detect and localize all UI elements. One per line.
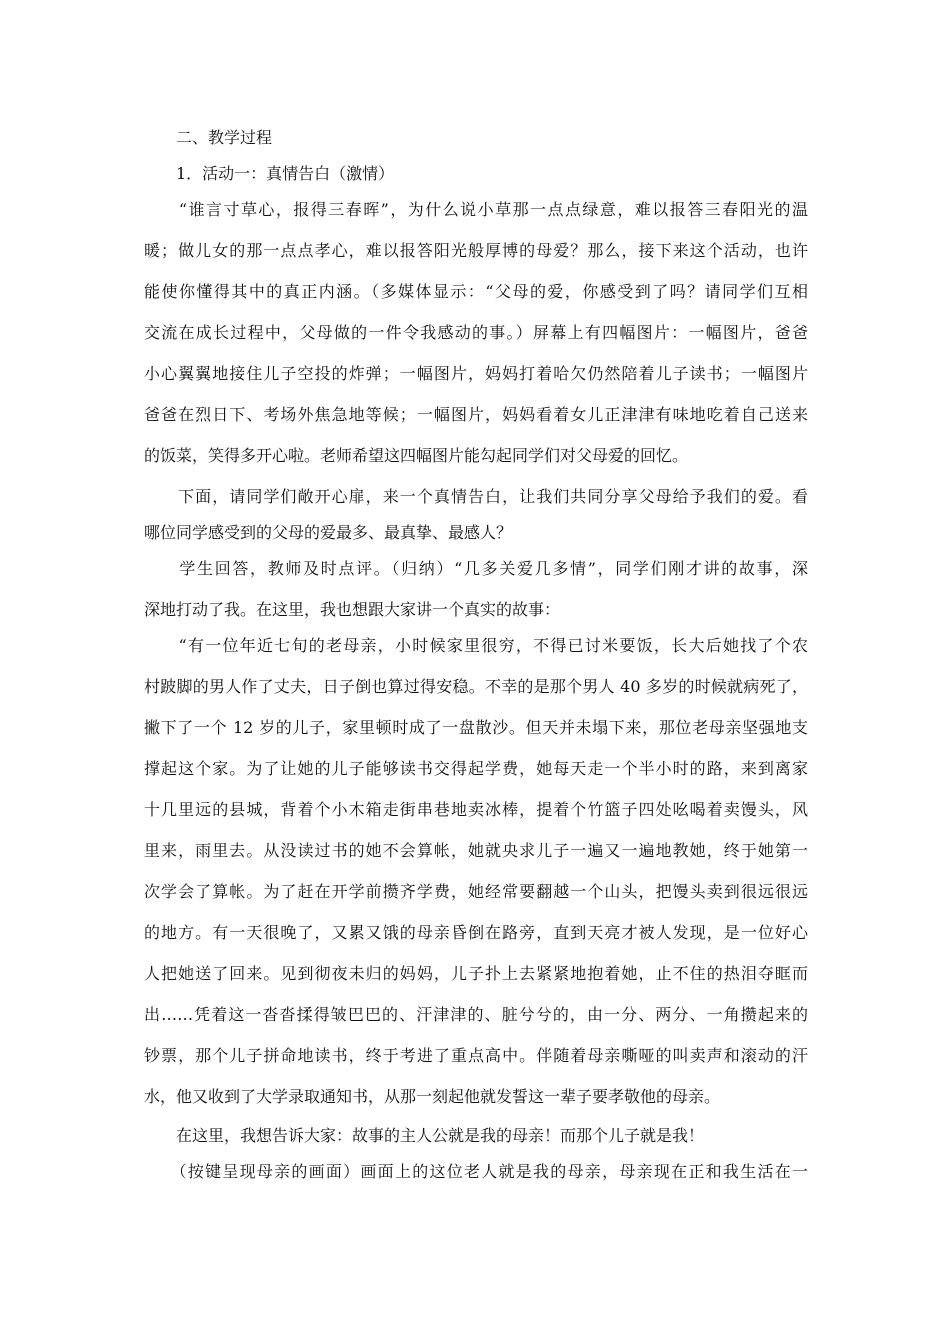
text-line: 钞票，那个儿子拼命地读书，终于考进了重点高中。伴随着母亲嘶哑的叫卖声和滚动的汗 (144, 1046, 808, 1065)
text-line: 的地方。有一天很晚了，又累又饿的母亲昏倒在路旁，直到天亮才被人发现，是一位好心 (144, 923, 808, 942)
text-line: 暖；做儿女的那一点点孝心，难以报答阳光般厚博的母爱？那么，接下来这个活动，也许 (144, 241, 808, 260)
text-line: 能使你懂得其中的真正内涵。（多媒体显示：“父母的爱，你感受到了吗？请同学们互相 (144, 282, 808, 301)
text-line: 学生回答，教师及时点评。（归纳）“几多关爱几多情”，同学们刚才讲的故事，深 (144, 559, 808, 578)
text-line: “有一位年近七旬的老母亲，小时候家里很穷，不得已讨米要饭，长大后她找了个农 (144, 636, 808, 655)
text-line: 次学会了算帐。为了赶在开学前攒齐学费，她经常要翻越一个山头，把馒头卖到很远很远 (144, 882, 808, 901)
text-line: 爸爸在烈日下、考场外焦急地等候；一幅图片，妈妈看着女儿正津津有味地吃着自己送来 (144, 405, 808, 424)
text-line: 下面，请同学们敞开心扉，来一个真情告白，让我们共同分享父母给予我们的爱。看 (144, 487, 808, 506)
text-line: 十几里远的县城，背着个小木箱走街串巷地卖冰棒，提着个竹篮子四处吆喝着卖馒头，风 (144, 800, 808, 819)
text-line: 水，他又收到了大学录取通知书，从那一刻起他就发誓这一辈子要孝敬他的母亲。 (144, 1087, 721, 1106)
text-line: 哪位同学感受到的父母的爱最多、最真挚、最感人？ (144, 523, 513, 542)
text-line: 里来，雨里去。从没读过书的她不会算帐，她就央求儿子一遍又一遍地教她，终于她第一 (144, 841, 808, 860)
activity-heading: 1．活动一：真情告白（激情） (144, 164, 395, 183)
section-heading: 二、教学过程 (144, 128, 273, 147)
text-line: “谁言寸草心，报得三春晖”，为什么说小草那一点点绿意，难以报答三春阳光的温 (144, 200, 808, 219)
text-line: 小心翼翼地接住儿子空投的炸弹；一幅图片，妈妈打着哈欠仍然陪着儿子读书；一幅图片 (144, 364, 808, 383)
text-line: 出……凭着这一沓沓揉得皱巴巴的、汗津津的、脏兮兮的，由一分、两分、一角攒起来的 (144, 1005, 808, 1024)
text-line: 村跛脚的男人作了丈夫，日子倒也算过得安稳。不幸的是那个男人 40 多岁的时候就病死了， (144, 677, 808, 696)
text-line: 撇下了一个 12 岁的儿子，家里顿时成了一盘散沙。但天并未塌下来，那位老母亲坚强地支 (144, 718, 808, 737)
text-line: 交流在成长过程中，父母做的一件令我感动的事。）屏幕上有四幅图片：一幅图片，爸爸 (144, 323, 808, 342)
text-line: （按键呈现母亲的画面）画面上的这位老人就是我的母亲，母亲现在正和我生活在一 (144, 1162, 808, 1181)
text-line: 深地打动了我。在这里，我也想跟大家讲一个真实的故事： (144, 600, 561, 619)
text-line: 人把她送了回来。见到彻夜未归的妈妈，儿子扑上去紧紧地抱着她，止不住的热泪夺眶而 (144, 964, 808, 983)
text-line: 的饭菜，笑得多开心啦。老师希望这四幅图片能勾起同学们对父母爱的回忆。 (144, 446, 689, 465)
text-line: 撑起这个家。为了让她的儿子能够读书交得起学费，她每天走一个半小时的路，来到离家 (144, 759, 808, 778)
text-line: 在这里，我想告诉大家：故事的主人公就是我的母亲！而那个儿子就是我！ (144, 1126, 705, 1145)
